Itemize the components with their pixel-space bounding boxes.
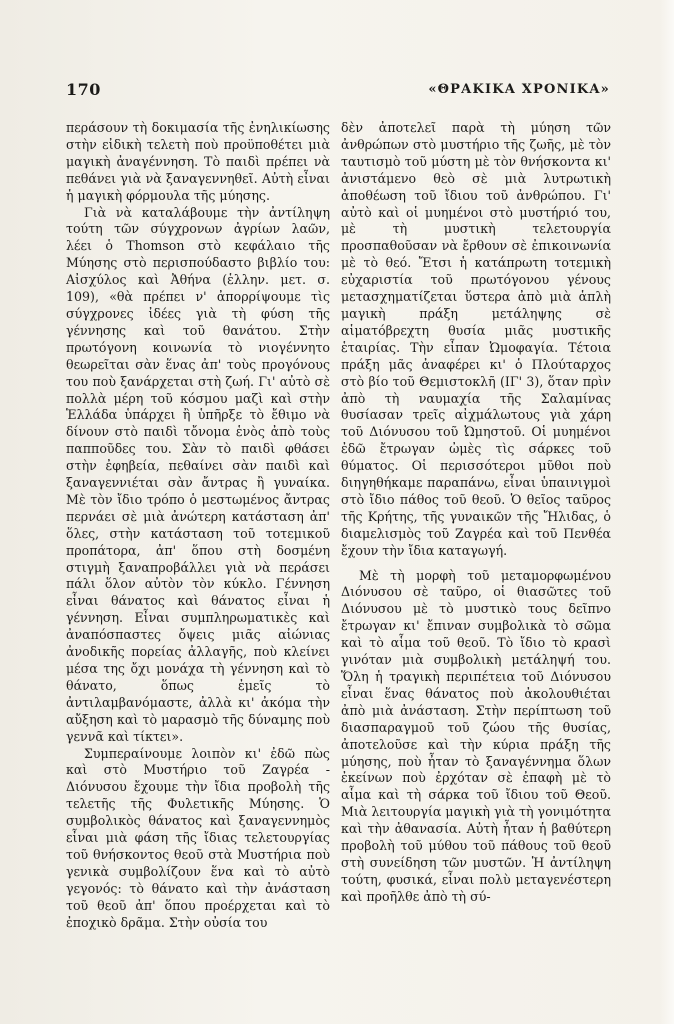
page-header (62, 80, 610, 102)
right-text-column (341, 120, 611, 906)
paragraph: δὲν ἀποτελεῖ παρὰ τὴ μύηση τῶν ἀνθρώπων στὸ μυστήριο τῆς ζωῆς, μὲ τὸν ταυτισμὸ τοῦ μύστη μὲ τὸν θνήσκοντα κι' ἀνιστάμενο θεὸ σὲ μιὰ λυτρωτικὴ ἀποθέωση τοῦ ἴδιου τοῦ ἀνθρώπου. Γι' αὐτὸ καὶ οἱ μυημένοι στὸ μυστήριό του, μὲ τὴ μυστικὴ τελετουργία προσπαθοῦσαν νὰ ἔρθουν σὲ ἐπικοινωνία μὲ τὸ θεό. Ἔτσι ἡ κατάπρωτη τοτεμικὴ εὐχαριστία τοῦ πρωτόγονου γένους μετασχηματίζεται ὕστερα ἀπὸ μιὰ ἁπλὴ μαγικὴ πράξη μετάληψης σὲ αἱματόβρεχτη θυσία μιᾶς μυστικῆς ἑταιρίας. Τὴν εἶπαν Ὠμοφαγία. Τέτοια πράξη μᾶς ἀναφέρει κι' ὁ Πλούταρχος στὸ βίο τοῦ Θεμιστοκλῆ (ΙΓ' 3), ὅταν πρὶν ἀπὸ τὴ ναυμαχία τῆς Σαλαμίνας θυσίασαν τρεῖς αἰχμάλωτους γιὰ χάρη τοῦ Διόνυσου τοῦ Ὠμηστοῦ. Οἱ μυημένοι ἐδῶ ἔτρωγαν ὠμὲς τὶς σάρκες τοῦ θύματος. Οἱ περισσότεροι μῦθοι ποὺ διηγηθήκαμε παραπάνω, εἶναι ὑπαινιγμοὶ στὸ ἴδιο πάθος τοῦ θεοῦ. Ὁ θεῖος ταῦρος τῆς Κρήτης, τῆς γυναικῶν τῆς Ἤλιδας, ὁ διαμελισμὸς τοῦ Ζαγρέα καὶ τοῦ Πενθέα ἔχουν τὴν ἴδια καταγωγή. (341, 120, 611, 558)
paragraph: περάσουν τὴ δοκιμασία τῆς ἐνηλικίωσης στὴν εἰδικὴ τελετὴ ποὺ προϋποθέτει μιὰ μαγικὴ ἀναγέννηση. Τὸ παιδὶ πρέπει νὰ πεθάνει γιὰ νὰ ξαναγεννηθεῖ. Αὐτὴ εἶναι ἡ μαγικὴ φόρμουλα τῆς μύησης. (66, 120, 330, 203)
page-number: 170 (66, 80, 101, 99)
paragraph: Συμπεραίνουμε λοιπὸν κι' ἐδῶ πὼς καὶ στὸ Μυστήριο τοῦ Ζαγρέα - Διόνυσου ἔχουμε τὴν ἴδια προβολὴ τῆς τελετῆς τῆς Φυλετικῆς Μύησης. Ὁ συμβολικὸς θάνατος καὶ ξαναγεννημὸς εἶναι μιὰ φάση τῆς ἴδιας τελετουργίας τοῦ θνήσκοντος θεοῦ στὰ Μυστήρια ποὺ γενικὰ συμβολίζουν ἕνα καὶ τὸ αὐτὸ γεγονός: τὸ θάνατο καὶ τὴν ἀνάσταση τοῦ θεοῦ ἀπ' ὅπου προέρχεται καὶ τὸ ἐποχικὸ δρᾶμα. Στὴν οὐσία του (66, 745, 330, 930)
paragraph: Γιὰ νὰ καταλάβουμε τὴν ἀντίληψη τούτη τῶν σύγχρονων ἀγρίων λαῶν, λέει ὁ Thomson στὸ κεφάλαιο τῆς Μύησης στὸ περισπούδαστο βιβλίο του: Αἰσχύλος καὶ Ἀθήνα (ἑλλην. μετ. σ. 109), «θὰ πρέπει ν' ἀπορρίψουμε τὶς σύγχρονες ἰδέες γιὰ τὴ φύση τῆς γέννησης καὶ τοῦ θανάτου. Στὴν πρωτόγονη κοινωνία τὸ νιογέννητο θεωρεῖται σὰν ἕνας ἀπ' τοὺς προγόνους του ποὺ ξανάρχεται στὴ ζωή. Γι' αὐτὸ σὲ πολλὰ μέρη τοῦ κόσμου μαζὶ καὶ στὴν Ἑλλάδα ὑπάρχει ἢ ὑπῆρξε τὸ ἔθιμο νὰ δίνουν στὸ παιδὶ τὄνομα ἑνὸς ἀπὸ τοὺς παπποῦδες του. Σὰν τὸ παιδὶ φθάσει στὴν ἐφηβεία, πεθαίνει σὰν παιδὶ καὶ ξαναγεννιέται σὰν ἄντρας ἢ γυναίκα. Μὲ τὸν ἴδιο τρόπο ὁ μεστωμένος ἄντρας περνάει σὲ μιὰ ἀνώτερη κατάσταση ἀπ' ὅλες, στὴν κατάσταση τοῦ τοτεμικοῦ προπάτορα, ἀπ' ὅπου στὴ δοσμένη στιγμὴ ξαναπροβάλλει γιὰ νὰ περάσει πάλι ὅλον αὐτὸν τὸν κύκλο. Γέννηση εἶναι θάνατος καὶ θάνατος εἶναι ἡ γέννηση. Εἶναι συμπληρωματικὲς καὶ ἀναπόσπαστες ὄψεις μιᾶς αἰώνιας ἀνοδικῆς πορείας ἀλλαγῆς, ποὺ κλείνει μέσα της ὄχι μονάχα τὴ γέννηση καὶ τὸ θάνατο, ὅπως ἐμεῖς τὸ ἀντιλαμβανόμαστε, ἀλλὰ κι' ἀκόμα τὴν αὔξηση καὶ τὸ μαρασμὸ τῆς δύναμης ποὺ γεννᾶ καὶ τίκτει». (66, 204, 330, 744)
running-title: «ΘΡΑΚΙΚΑ ΧΡΟΝΙΚΑ» (428, 82, 610, 97)
scan-edge (660, 0, 674, 1024)
left-text-column (66, 120, 330, 932)
paragraph: Μὲ τὴ μορφὴ τοῦ μεταμορφωμένου Διόνυσου σὲ ταῦρο, οἱ θιασῶτες τοῦ Διόνυσου μὲ τὸ μυστικὸ τους δεῖπνο ἔτρωγαν κι' ἔπιναν συμβολικὰ τὸ σῶμα καὶ τὸ αἷμα τοῦ θεοῦ. Τὸ ἴδιο τὸ κρασὶ γινόταν μιὰ συμβολικὴ μετάληψή του. Ὅλη ἡ τραγικὴ περιπέτεια τοῦ Διόνυσου εἶναι ἕνας θάνατος ποὺ ἀκολουθιέται ἀπὸ μιὰ ἀνάσταση. Στὴν περίπτωση τοῦ διασπαραγμοῦ τοῦ ζώου τῆς θυσίας, ἀποτελοῦσε καὶ τὴν κύρια πράξη τῆς μύησης, ποὺ ἦταν τὸ ξαναγέννημα ὅλων ἐκείνων ποὺ ἐρχόταν σὲ ἐπαφὴ μὲ τὸ αἷμα καὶ τὴ σάρκα τοῦ ἴδιου τοῦ Θεοῦ. Μιὰ λειτουργία μαγικὴ γιὰ τὴ γονιμότητα καὶ τὴν ἀθανασία. Αὐτὴ ἦταν ἡ βαθύτερη προβολὴ τοῦ μύθου τοῦ πάθους τοῦ θεοῦ στὴ συνείδηση τῶν μυστῶν. Ἡ ἀντίληψη τούτη, φυσικά, εἶναι πολὺ μεταγενέστερη καὶ προῆλθε ἀπὸ τὴ σύ- (341, 567, 611, 904)
